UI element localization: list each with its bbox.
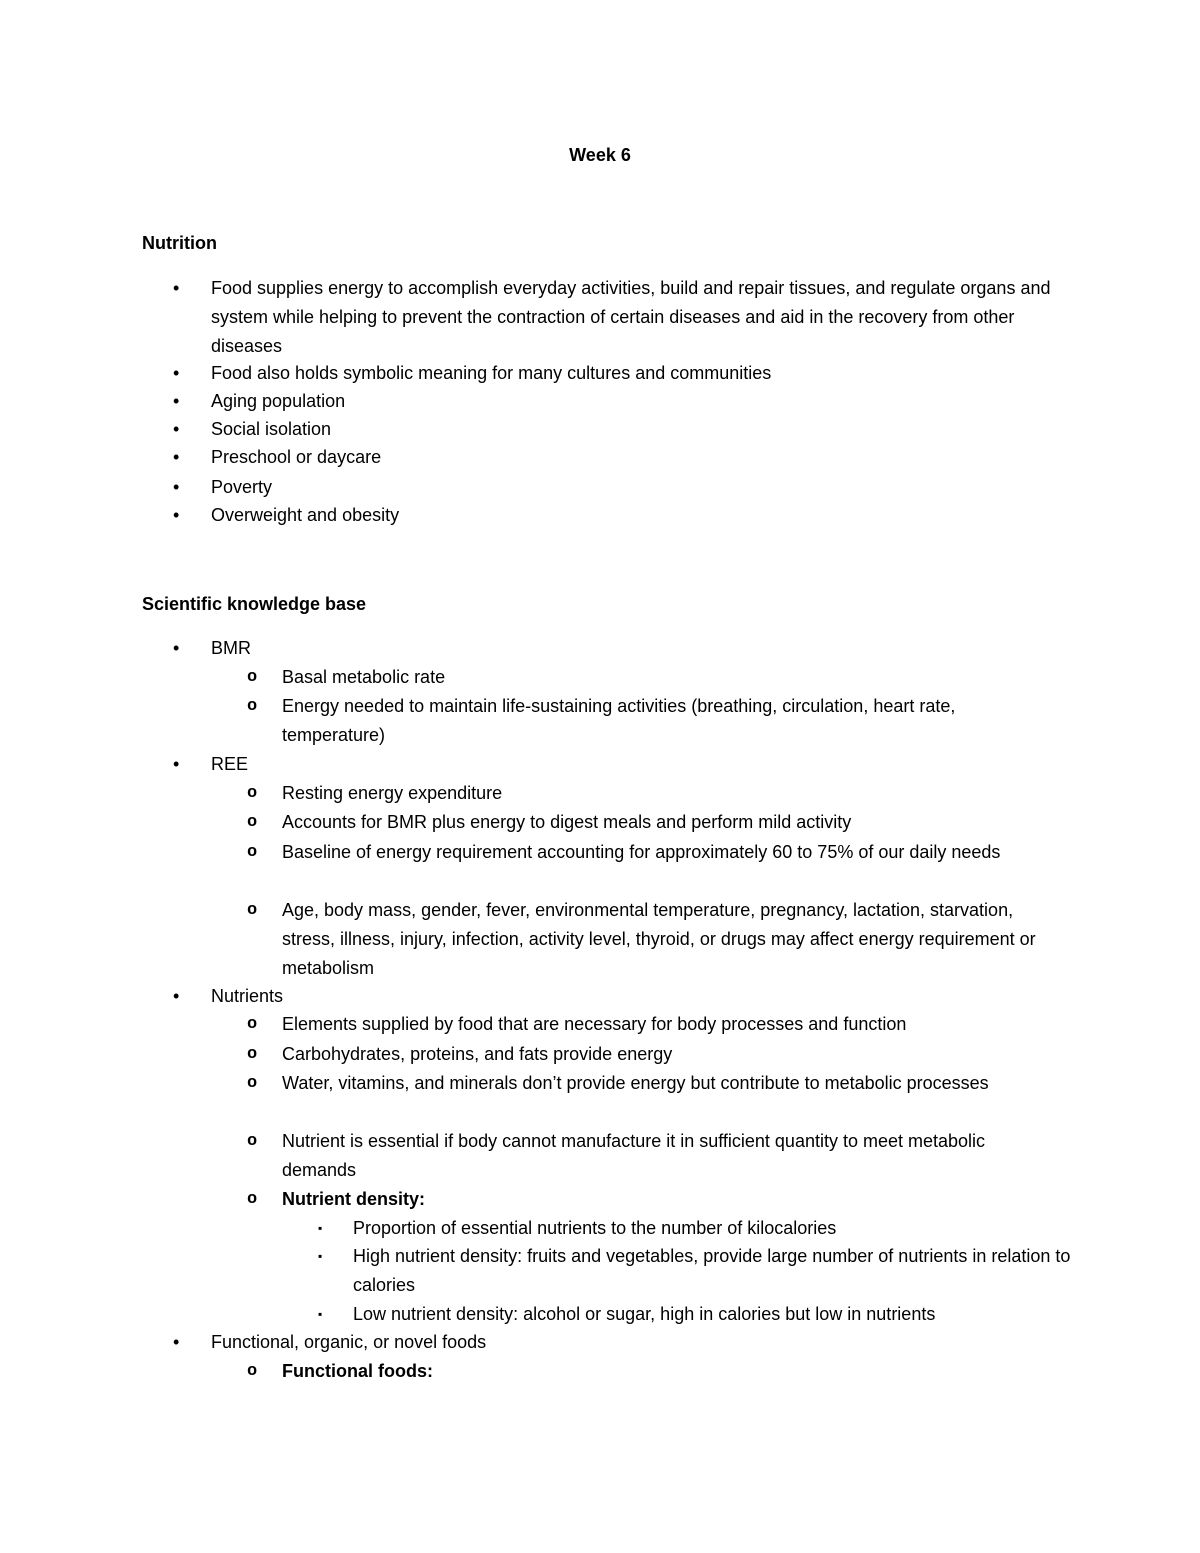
square-bullet-icon: ▪ (318, 1221, 323, 1235)
section-heading-nutrition: Nutrition (142, 233, 217, 253)
bullet-icon: • (173, 1332, 180, 1352)
list-item: Aging population (211, 391, 346, 411)
sub-sub-list-item: High nutrient density: fruits and vegetables, provide large number of nutrients in relation to calories (353, 1246, 1071, 1295)
sub-sub-list-item: Low nutrient density: alcohol or sugar, high in calories but low in nutrients (353, 1304, 936, 1324)
list-item-ree: REE (211, 754, 249, 774)
sub-list-item-nutrient-density: Nutrient density: (282, 1189, 426, 1209)
sub-sub-list-item: Proportion of essential nutrients to the number of kilocalories (353, 1218, 837, 1238)
square-bullet-icon: ▪ (318, 1249, 323, 1263)
sub-list-item: Accounts for BMR plus energy to digest meals and perform mild activity (282, 812, 852, 832)
list-item: Poverty (211, 477, 273, 497)
bullet-icon: • (173, 447, 180, 467)
sub-list-item: Age, body mass, gender, fever, environmental temperature, pregnancy, lactation, starvation, stress, illness, injury, infection, activity level, thyroid, or drugs may affect energy requirement or metabolism (282, 900, 1036, 978)
circle-bullet-icon: o (247, 697, 258, 716)
circle-bullet-icon: o (247, 843, 258, 862)
circle-bullet-icon: o (247, 1045, 258, 1064)
list-item-functional-foods: Functional, organic, or novel foods (211, 1332, 487, 1352)
list-item: Food also holds symbolic meaning for many cultures and communities (211, 363, 772, 383)
list-item: Food supplies energy to accomplish everyday activities, build and repair tissues, and regulate organs and system while helping to prevent the contraction of certain diseases and aid in the recovery from other diseases (211, 278, 1051, 356)
sub-list-item: Nutrient is essential if body cannot manufacture it in sufficient quantity to meet metabolic demands (282, 1131, 986, 1180)
bullet-icon: • (173, 363, 180, 383)
bullet-icon: • (173, 477, 180, 497)
circle-bullet-icon: o (247, 901, 258, 920)
bullet-icon: • (173, 505, 180, 525)
circle-bullet-icon: o (247, 668, 258, 687)
bullet-icon: • (173, 391, 180, 411)
circle-bullet-icon: o (247, 1132, 258, 1151)
bullet-icon: • (173, 986, 180, 1006)
sub-list-item: Resting energy expenditure (282, 783, 503, 803)
circle-bullet-icon: o (247, 1190, 258, 1209)
page-title: Week 6 (569, 145, 631, 165)
list-item-nutrients: Nutrients (211, 986, 284, 1006)
section-heading-scientific-knowledge-base: Scientific knowledge base (142, 594, 367, 614)
bullet-icon: • (173, 754, 180, 774)
list-item: Preschool or daycare (211, 447, 382, 467)
sub-list-item: Elements supplied by food that are necessary for body processes and function (282, 1014, 907, 1034)
list-item: Overweight and obesity (211, 505, 400, 525)
circle-bullet-icon: o (247, 1362, 258, 1381)
bullet-icon: • (173, 638, 180, 658)
bullet-icon: • (173, 419, 180, 439)
sub-list-item-functional-foods: Functional foods: (282, 1361, 433, 1381)
circle-bullet-icon: o (247, 813, 258, 832)
list-item-bmr: BMR (211, 638, 251, 658)
circle-bullet-icon: o (247, 784, 258, 803)
sub-list-item: Basal metabolic rate (282, 667, 446, 687)
sub-list-item: Baseline of energy requirement accounting for approximately 60 to 75% of our daily needs (282, 842, 1001, 862)
square-bullet-icon: ▪ (318, 1307, 323, 1321)
sub-list-item: Energy needed to maintain life-sustaining activities (breathing, circulation, heart rate, temperature) (282, 696, 956, 745)
sub-list-item: Carbohydrates, proteins, and fats provide energy (282, 1044, 673, 1064)
sub-list-item: Water, vitamins, and minerals don’t provide energy but contribute to metabolic processes (282, 1073, 989, 1093)
bullet-icon: • (173, 278, 180, 298)
circle-bullet-icon: o (247, 1015, 258, 1034)
circle-bullet-icon: o (247, 1074, 258, 1093)
list-item: Social isolation (211, 419, 332, 439)
